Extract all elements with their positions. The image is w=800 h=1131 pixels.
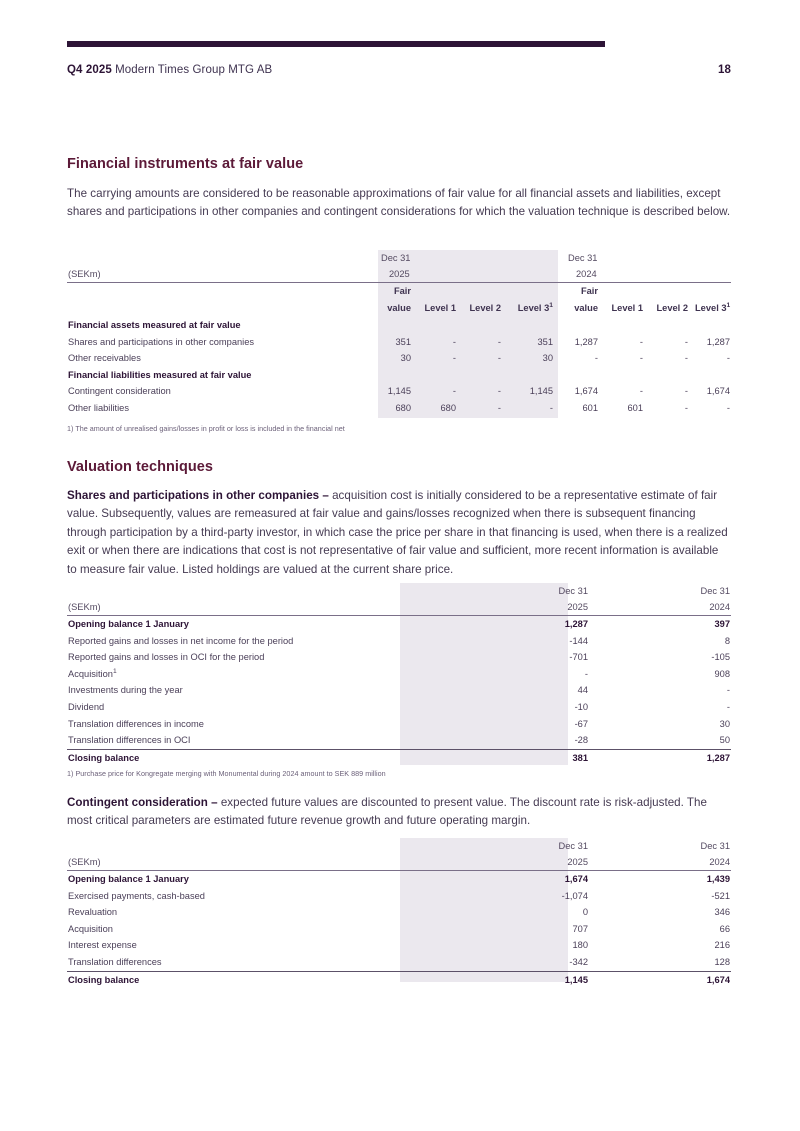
- table-row: Other receivables 30 - - 30 - - - -: [67, 350, 731, 367]
- table-row: Acquisition 707 66: [67, 921, 731, 938]
- section-paragraph-shares-participations: [67, 487, 731, 579]
- brand-rule: [67, 41, 605, 47]
- table1-spacer: [67, 250, 373, 266]
- table3-row1-label: Exercised payments, cash-based: [68, 890, 205, 901]
- table-row: Translation differences in OCI -28 50: [67, 732, 731, 749]
- table-row: Other liabilities 680 680 - - 601 601 - -: [67, 400, 731, 417]
- table-row: Acquisition$^1$ - 908: [67, 666, 731, 683]
- table1-col-level3-2024: Level $3^1$: [695, 301, 731, 313]
- table2-row6-label: Translation differences in income: [68, 718, 204, 729]
- table-row: [67, 367, 731, 384]
- table3-header-line1: [67, 838, 731, 854]
- table2-col-2025-line2: 2025: [567, 602, 588, 612]
- table-row: Revaluation 0 346: [67, 904, 731, 921]
- table2-footnote: 1) Purchase price for Kongregate merging with Monumental during 2024 amount to SEK 889 million: [67, 769, 386, 778]
- table-row: Reported gains and losses in net income for the period -144 8: [67, 633, 731, 650]
- table2-row2-label: Reported gains and losses in OCI for the period: [68, 652, 265, 663]
- table2-row5-label: Dividend: [68, 701, 105, 712]
- table2-row3-label: Acquisition$^1$: [68, 667, 117, 679]
- table2-col-2025-line1: Dec 31: [558, 586, 588, 596]
- table2-row7-label: Translation differences in OCI: [68, 735, 191, 746]
- table1-row4-label: Contingent consideration: [68, 386, 171, 397]
- paragraph-lead-contingent: Contingent consideration –: [67, 796, 221, 809]
- table3-row0-label: Opening balance 1 January: [67, 871, 400, 888]
- table1-group-2025-line1: Dec 31: [381, 253, 411, 263]
- table-row: Dividend -10 -: [67, 699, 731, 716]
- table1-col-fair-2024: Fair: [560, 283, 605, 301]
- table2-closing-label: Closing balance: [67, 749, 400, 766]
- header-quarter: Q4 2025: [67, 64, 112, 76]
- table-row: Exercised payments, cash-based -1,074 -521: [67, 888, 731, 905]
- table1-row0-label: Financial assets measured at fair value: [68, 320, 241, 330]
- table1-colhead-line2: [67, 300, 731, 317]
- table3-col-2024-line1: Dec 31: [700, 841, 730, 851]
- table1-colhead-line1: [67, 283, 731, 301]
- table-row: Shares and participations in other companies 351 - - 351 1,287 - - 1,287: [67, 334, 731, 351]
- table1-col-level1-2024: Level 1: [611, 303, 643, 313]
- table2-col-2024-line2: 2024: [709, 602, 730, 612]
- table1-group-2024-line2: 2024: [576, 269, 597, 279]
- section-heading-financial-instruments: Financial instruments at fair value: [67, 156, 304, 172]
- table1-col-level1-2025: Level 1: [424, 303, 456, 313]
- table1-footnote: 1) The amount of unrealised gains/losses in profit or loss is included in the financial net: [67, 424, 345, 433]
- table2-header-line1: [67, 583, 731, 599]
- table3-col-2024-line2: 2024: [709, 857, 730, 867]
- table1-col-fair-2025: Fair: [373, 283, 418, 301]
- table1-col-level2-2025: Level 2: [469, 303, 501, 313]
- table1-group-header-line2: [67, 266, 731, 283]
- table-row: Opening balance 1 January 1,674 1,439: [67, 871, 731, 888]
- table1-col-level2-2024: Level 2: [656, 303, 688, 313]
- table3-unit-label: (SEKm): [68, 857, 101, 867]
- table1-group-2024-line1: Dec 31: [568, 253, 598, 263]
- table3-row5-label: Translation differences: [68, 956, 162, 967]
- table-contingent-consideration-reconciliation: [67, 838, 731, 988]
- table-shares-participations-reconciliation: [67, 583, 731, 766]
- table1-group-2025-line2: 2025: [389, 269, 410, 279]
- section-heading-valuation-techniques: Valuation techniques: [67, 459, 214, 475]
- header-title: [67, 64, 272, 76]
- table3-closing-label: Closing balance: [67, 971, 400, 988]
- table2-row0-label: Opening balance 1 January: [67, 616, 400, 633]
- header-company: Modern Times Group MTG AB: [115, 64, 273, 76]
- table3-row2-label: Revaluation: [68, 907, 118, 918]
- table2-unit-label: (SEKm): [68, 602, 101, 612]
- page-header: [67, 64, 731, 76]
- table-row: Interest expense 180 216: [67, 937, 731, 954]
- table3-closing-row: Closing balance 1,145 1,674: [67, 971, 731, 988]
- table3-col-2025-line1: Dec 31: [558, 841, 588, 851]
- table1-row2-label: Other receivables: [68, 353, 141, 364]
- table-row: Contingent consideration 1,145 - - 1,145 1,674 - - 1,674: [67, 383, 731, 400]
- table1-row5-label: Other liabilities: [68, 402, 129, 413]
- table1-col-level3-2025: Level $3^1$: [517, 301, 553, 313]
- table1-unit-label: (SEKm): [68, 269, 101, 279]
- table3-header-line2: [67, 854, 731, 871]
- table2-closing-row: Closing balance 381 1,287: [67, 749, 731, 766]
- table2-row1-label: Reported gains and losses in net income for the period: [68, 635, 294, 646]
- paragraph-body-shares: acquisition cost is initially considered to be a representative estimate of fair value. Subsequently, values are remeasured at fair value and gains/losses recognized when there is subsequent financing through participation by a third-party investor, in which case the price per share in that financing is used, when there is a realized exit or when there are indications that cost is not representative of fair value and sufficient, more recent information is available to measure fair value. Listed holdings are valued at the current share price.: [67, 489, 728, 576]
- table1-col-value-2025: value: [387, 303, 411, 313]
- table1-row1-label: Shares and participations in other companies: [68, 336, 255, 347]
- table-row: Reported gains and losses in OCI for the period -701 -105: [67, 649, 731, 666]
- table-fair-value-levels: [67, 250, 731, 417]
- table-row: Opening balance 1 January 1,287 397: [67, 616, 731, 633]
- table1-row3-label: Financial liabilities measured at fair value: [68, 369, 252, 380]
- table-row: [67, 317, 731, 334]
- paragraph-lead-shares: Shares and participations in other companies –: [67, 489, 333, 502]
- table3-col-2025-line2: 2025: [567, 857, 588, 867]
- table1-col-value-2024: value: [574, 303, 598, 313]
- table-row: Translation differences in income -67 30: [67, 716, 731, 733]
- page-number: 18: [718, 64, 731, 76]
- table3-row3-label: Acquisition: [68, 923, 113, 934]
- paragraph-body-contingent: expected future values are discounted to present value. The discount rate is risk-adjusted. The most critical parameters are estimated future revenue growth and future operating margin.: [67, 796, 707, 828]
- table2-col-2024-line1: Dec 31: [700, 586, 730, 596]
- table-row: Investments during the year 44 -: [67, 682, 731, 699]
- section-paragraph-contingent-consideration: [67, 794, 731, 831]
- table2-header-line2: [67, 599, 731, 616]
- section-paragraph-financial-instruments: The carrying amounts are considered to be reasonable approximations of fair value for all financial assets and liabilities, except shares and participations in other companies and contingent considerations for which the valuation technique is described below.: [67, 187, 731, 219]
- table2-row4-label: Investments during the year: [68, 685, 183, 696]
- table1-group-header-line1: [67, 250, 731, 266]
- table-row: Translation differences -342 128: [67, 954, 731, 971]
- table3-row4-label: Interest expense: [68, 940, 137, 951]
